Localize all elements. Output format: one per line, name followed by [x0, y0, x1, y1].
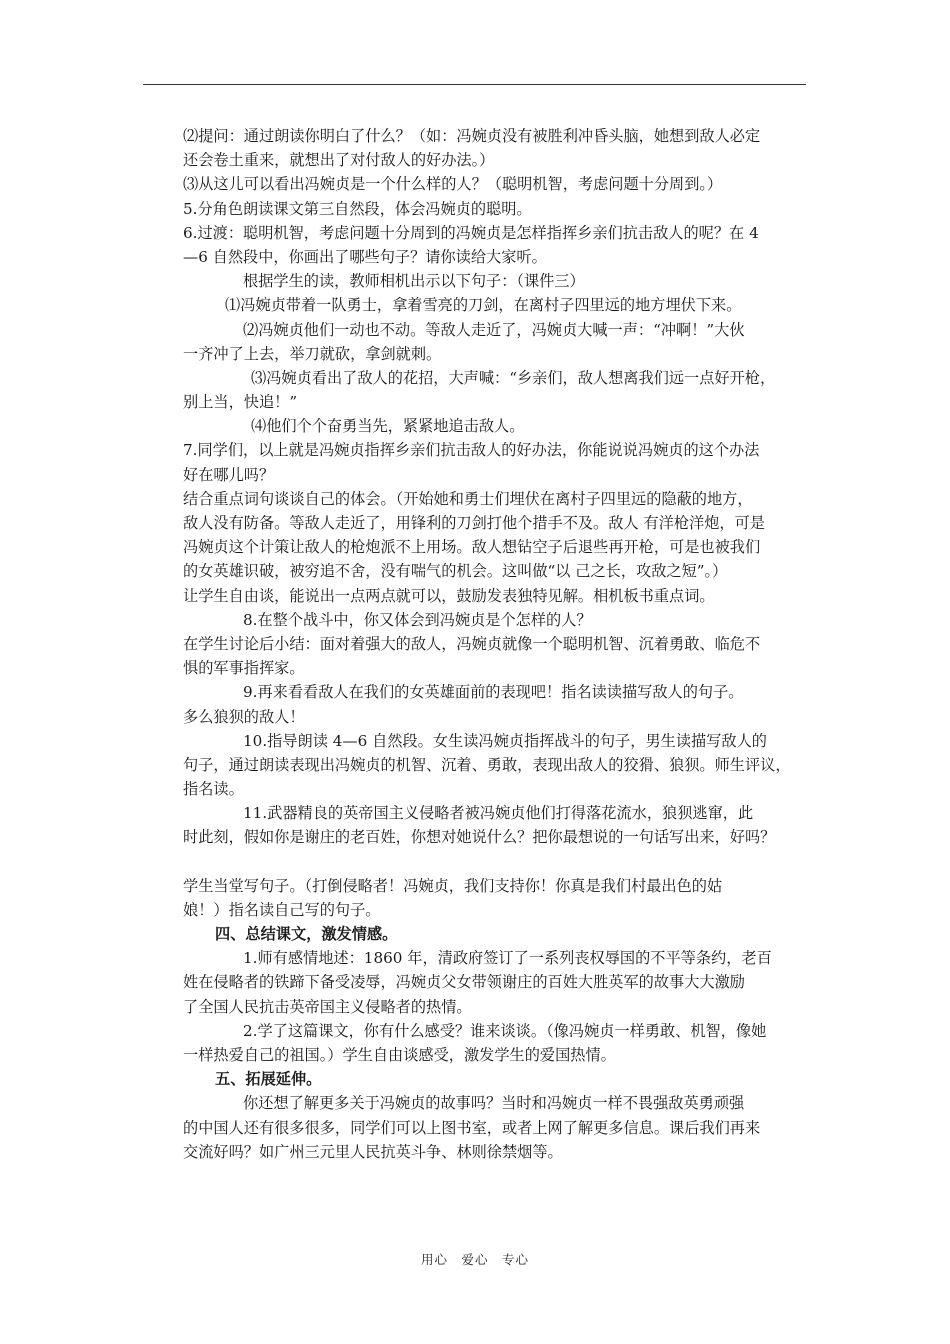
section-heading: 五、拓展延伸。 — [215, 1070, 322, 1089]
paragraph-line: 11.武器精良的英帝国主义侵略者被冯婉贞他们打得落花流水，狼狈逃窜，此 — [243, 804, 754, 823]
paragraph-line: 一样热爱自己的祖国。）学生自由谈感受，激发学生的爱国热情。 — [183, 1045, 616, 1064]
page-footer: 用心 爱心 专心 — [420, 1252, 529, 1267]
paragraph-line: 冯婉贞这个计策让敌人的枪炮派不上用场。敌人想钻空子后退些再开枪，可是也被我们 — [183, 538, 761, 557]
paragraph-line: 你还想了解更多关于冯婉贞的故事吗？当时和冯婉贞一样不畏强敌英勇顽强 — [243, 1094, 745, 1113]
paragraph-line: ⑷他们个个奋勇当先，紧紧地追击敌人。 — [251, 417, 525, 436]
document-body — [183, 124, 811, 1164]
paragraph-line: 多么狼狈的敌人！ — [183, 707, 305, 726]
paragraph-line: 好在哪儿吗？ — [183, 465, 275, 484]
paragraph-line: 惧的军事指挥家。 — [183, 659, 305, 678]
paragraph-line: 还会卷土重来，就想出了对付敌人的好办法。） — [183, 151, 495, 170]
paragraph-line: 8.在整个战斗中，你又体会到冯婉贞是个怎样的人？ — [243, 610, 592, 629]
paragraph-line: ⑵提问：通过朗读你明白了什么？（如：冯婉贞没有被胜利冲昏头脑，她想到敌人必定 — [183, 127, 761, 145]
paragraph-line: 娘！）指名读自己写的句子。 — [183, 900, 381, 919]
paragraph-line: ⑶从这儿可以看出冯婉贞是一个什么样的人？（聪明机智，考虑问题十分周到。） — [183, 175, 723, 194]
paragraph-line: 10.指导朗读 4—6 自然段。女生读冯婉贞指挥战斗的句子，男生读描写敌人的 — [243, 731, 767, 750]
paragraph-line: 根据学生的读，教师相机出示以下句子：（课件三） — [243, 272, 585, 291]
paragraph-line: ⑶冯婉贞看出了敌人的花招，大声喊：“乡亲们，敌人想离我们远一点好开枪， — [251, 368, 776, 387]
paragraph-line: —6 自然段中，你画出了哪些句子？请你读给大家听。 — [183, 247, 547, 266]
paragraph-gap — [183, 850, 811, 874]
paragraph-line: ⑵冯婉贞他们一动也不动。等敌人走近了，冯婉贞大喊一声：“冲啊！”大伙 — [243, 320, 745, 339]
paragraph-line: 句子，通过朗读表现出冯婉贞的机智、沉着、勇敢，表现出敌人的狡猾、狼狈。师生评议， — [183, 755, 791, 774]
paragraph-line: 别上当，快追！” — [183, 393, 298, 412]
paragraph-line: 姓在侵略者的铁蹄下备受凌辱，冯婉贞父女带领谢庄的百姓大胜英军的故事大大激励 — [183, 973, 745, 992]
paragraph-line: 在学生讨论后小结：面对着强大的敌人，冯婉贞就像一个聪明机智、沉着勇敢、临危不 — [183, 634, 761, 653]
paragraph-line: 让学生自由谈，能说出一点两点就可以，鼓励发表独特见解。相机板书重点词。 — [183, 586, 715, 605]
paragraph-line: 9.再来看看敌人在我们的女英雄面前的表现吧！指名读读描写敌人的句子。 — [243, 683, 744, 702]
paragraph-line: ⑴冯婉贞带着一队勇士，拿着雪亮的刀剑，在离村子四里远的地方埋伏下来。 — [225, 296, 742, 315]
paragraph-line: 7.同学们，以上就是冯婉贞指挥乡亲们抗击敌人的好办法，你能说说冯婉贞的这个办法 — [183, 441, 760, 460]
paragraph-line: 2.学了这篇课文，你有什么感受？谁来谈谈。（像冯婉贞一样勇敢、机智，像她 — [243, 1021, 767, 1040]
paragraph-line: 敌人没有防备。等敌人走近了，用锋利的刀剑打他个措手不及。敌人 有洋枪洋炮，可是 — [183, 514, 765, 532]
paragraph-line: 一齐冲了上去，举刀就砍，拿剑就刺。 — [183, 344, 442, 363]
paragraph-line: 1.师有感情地述：1860 年，清政府签订了一系列丧权辱国的不平等条约，老百 — [243, 949, 772, 968]
paragraph-line: 了全国人民抗击英帝国主义侵略者的热情。 — [183, 997, 472, 1016]
paragraph-line: 交流好吗？如广州三元里人民抗英斗争、林则徐禁烟等。 — [183, 1142, 563, 1161]
section-heading: 四、总结课文，激发情感。 — [215, 925, 398, 943]
header-rule — [143, 84, 806, 85]
paragraph-line: 的中国人还有很多很多，同学们可以上图书室，或者上网了解更多信息。课后我们再来 — [183, 1118, 761, 1137]
paragraph-line: 的女英雄识破，被穷追不舍，没有喘气的机会。这叫做“以 己之长，攻敌之短”。） — [183, 562, 728, 581]
paragraph-line: 6.过渡：聪明机智，考虑问题十分周到的冯婉贞是怎样指挥乡亲们抗击敌人的呢？在 4 — [183, 223, 759, 242]
paragraph-line: 学生当堂写句子。（打倒侵略者！冯婉贞，我们支持你！你真是我们村最出色的姑 — [183, 876, 723, 895]
paragraph-line: 5.分角色朗读课文第三自然段，体会冯婉贞的聪明。 — [183, 199, 532, 218]
paragraph-line: 结合重点词句谈谈自己的体会。（开始她和勇士们埋伏在离村子四里远的隐蔽的地方， — [183, 489, 753, 508]
paragraph-line: 指名读。 — [183, 780, 244, 799]
paragraph-line: 时此刻，假如你是谢庄的老百姓，你想对她说什么？把你最想说的一句话写出来，好吗？ — [183, 828, 776, 847]
